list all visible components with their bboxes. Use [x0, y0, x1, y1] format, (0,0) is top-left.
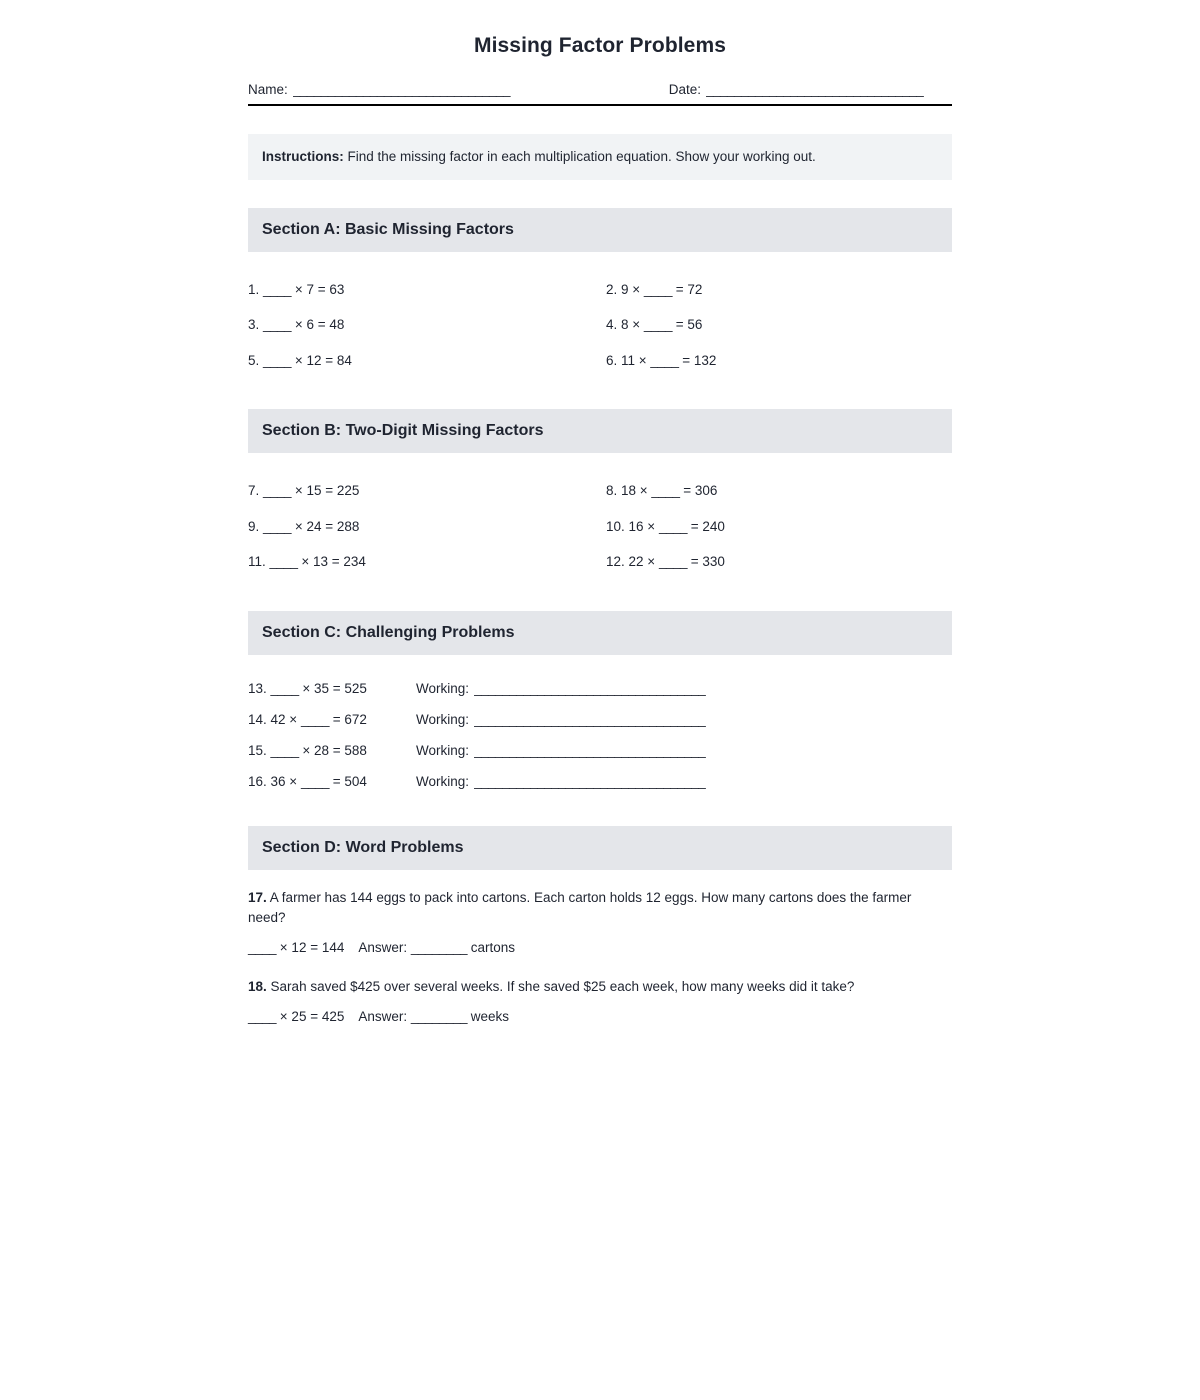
problem-number: 11. — [248, 554, 266, 570]
answer-unit: cartons — [470, 940, 516, 956]
problem-number: 5. — [248, 352, 260, 368]
instructions-label: Instructions: — [262, 149, 344, 164]
problem-number: 1. — [248, 281, 260, 297]
problem-number: 12. — [606, 554, 625, 570]
problem-equation[interactable] — [248, 681, 416, 696]
problem-equation[interactable] — [248, 743, 416, 758]
worksheet-content — [248, 0, 952, 1046]
problem-post: × 15 = 225 — [291, 483, 360, 499]
problem-pre: 18 × — [617, 483, 652, 499]
problem-pre: 11 × — [617, 352, 651, 368]
section-d-heading: Section D: Word Problems — [248, 826, 952, 870]
page-title: Missing Factor Problems — [473, 34, 727, 57]
working-label: Working: — [416, 711, 470, 727]
answer-blank[interactable]: ____ — [263, 518, 292, 534]
problem-equation: × 12 = 144 — [276, 940, 345, 956]
problem-post: = 504 — [328, 773, 367, 789]
problem-equation[interactable] — [248, 774, 416, 789]
problem-post: = 330 — [686, 554, 725, 570]
word-problem-item — [248, 977, 952, 1024]
problem-post: = 56 — [671, 317, 703, 333]
answer-label: Answer: — [358, 940, 408, 956]
problem-item[interactable] — [248, 343, 606, 379]
answer-blank[interactable]: ____ — [263, 281, 292, 297]
problem-item[interactable] — [248, 509, 606, 545]
answer-blank[interactable]: ____ — [263, 483, 292, 499]
problem-item[interactable] — [248, 473, 606, 509]
problem-post: × 35 = 525 — [298, 680, 367, 696]
problem-post: × 7 = 63 — [291, 281, 345, 297]
working-label: Working: — [416, 680, 470, 696]
problem-item[interactable] — [606, 343, 952, 379]
working-label: Working: — [416, 773, 470, 789]
name-field[interactable] — [248, 82, 541, 97]
problem-number: 2. — [606, 281, 618, 297]
problem-pre: 8 × — [617, 317, 644, 333]
answer-blank[interactable]: ____ — [658, 554, 687, 570]
problem-item[interactable] — [248, 704, 952, 735]
problem-item[interactable] — [606, 272, 952, 308]
problem-post: × 12 = 84 — [291, 352, 352, 368]
word-problem-body: A farmer has 144 eggs to pack into cartons. Each carton holds 12 eggs. How many cartons does the farmer need? — [248, 889, 912, 925]
problem-item[interactable] — [606, 473, 952, 509]
working-rule[interactable]: _________________________________ — [474, 742, 706, 758]
instructions-box — [248, 134, 952, 180]
problem-pre: 16 × — [624, 518, 659, 534]
answer-input-blank[interactable]: ________ — [410, 1009, 467, 1025]
answer-blank[interactable]: ____ — [651, 483, 680, 499]
instructions-text: Find the missing factor in each multiplication equation. Show your working out. — [347, 149, 816, 164]
word-problem-body: Sarah saved $425 over several weeks. If she saved $25 each week, how many weeks did it take? — [270, 979, 855, 995]
working-label: Working: — [416, 742, 470, 758]
answer-unit: weeks — [470, 1009, 510, 1025]
problem-item[interactable] — [248, 307, 606, 343]
problem-post: = 240 — [686, 518, 725, 534]
section-a-heading: Section A: Basic Missing Factors — [248, 208, 952, 252]
problem-number: 3. — [248, 317, 260, 333]
answer-blank[interactable]: ____ — [643, 317, 672, 333]
problem-number: 16. — [248, 773, 267, 789]
section-b-problems — [248, 473, 952, 582]
problem-post: × 13 = 234 — [297, 554, 366, 570]
problem-item[interactable] — [248, 544, 606, 580]
problem-number: 13. — [248, 680, 267, 696]
problem-pre: 36 × — [266, 773, 301, 789]
answer-blank[interactable]: ____ — [300, 711, 329, 727]
problem-post: = 672 — [328, 711, 367, 727]
problem-number: 4. — [606, 317, 618, 333]
section-a-problems — [248, 272, 952, 381]
date-input-rule[interactable]: _______________________________ — [706, 82, 924, 97]
answer-blank[interactable]: ____ — [263, 352, 292, 368]
problem-post: × 6 = 48 — [291, 317, 345, 333]
problem-number: 18. — [248, 979, 267, 995]
section-c-heading: Section C: Challenging Problems — [248, 611, 952, 655]
working-rule[interactable]: _________________________________ — [474, 711, 706, 727]
problem-post: × 28 = 588 — [298, 742, 367, 758]
word-problem-item — [248, 888, 952, 956]
date-label: Date: — [668, 82, 701, 97]
header-divider — [248, 104, 952, 106]
problem-number: 15. — [248, 742, 267, 758]
problem-post: = 72 — [671, 281, 703, 297]
problem-number: 6. — [606, 352, 618, 368]
answer-blank[interactable]: ____ — [263, 317, 292, 333]
problem-item[interactable] — [606, 307, 952, 343]
problem-pre: 42 × — [266, 711, 301, 727]
problem-equation[interactable] — [248, 712, 416, 727]
section-b-heading: Section B: Two-Digit Missing Factors — [248, 409, 952, 453]
date-field[interactable] — [669, 82, 952, 97]
problem-pre: 9 × — [617, 281, 644, 297]
problem-item[interactable] — [248, 673, 952, 704]
answer-label: Answer: — [358, 1009, 408, 1025]
answer-input-blank[interactable]: ________ — [410, 940, 467, 956]
answer-blank[interactable]: ____ — [248, 1009, 277, 1025]
problem-number: 8. — [606, 483, 618, 499]
answer-blank[interactable]: ____ — [248, 940, 277, 956]
name-date-row — [248, 82, 952, 97]
problem-number: 7. — [248, 483, 260, 499]
working-rule[interactable]: _________________________________ — [474, 680, 706, 696]
problem-post: = 132 — [678, 352, 717, 368]
answer-blank[interactable]: ____ — [269, 554, 298, 570]
name-label: Name: — [248, 82, 288, 97]
answer-blank[interactable]: ____ — [643, 281, 672, 297]
problem-post: × 24 = 288 — [291, 518, 360, 534]
answer-blank[interactable]: ____ — [650, 352, 679, 368]
answer-blank[interactable]: ____ — [270, 680, 299, 696]
section-c-problems — [248, 673, 952, 797]
word-problem-text — [248, 977, 952, 997]
problem-number: 17. — [248, 889, 267, 905]
problem-item[interactable] — [248, 272, 606, 308]
name-input-rule[interactable]: _______________________________ — [292, 82, 511, 97]
word-problem-text — [248, 888, 952, 929]
problem-item[interactable] — [248, 735, 952, 766]
problem-pre: 22 × — [624, 554, 659, 570]
problem-item[interactable] — [248, 766, 952, 797]
answer-blank[interactable]: ____ — [270, 742, 299, 758]
problem-equation: × 25 = 425 — [276, 1009, 345, 1025]
working-rule[interactable]: _________________________________ — [474, 773, 706, 789]
answer-blank[interactable]: ____ — [300, 773, 329, 789]
word-problem-answer-row[interactable] — [248, 940, 952, 955]
word-problem-answer-row[interactable] — [248, 1009, 952, 1024]
problem-number: 14. — [248, 711, 267, 727]
problem-number: 10. — [606, 518, 625, 534]
problem-number: 9. — [248, 518, 260, 534]
answer-blank[interactable]: ____ — [658, 518, 687, 534]
section-d-problems — [248, 888, 952, 1025]
problem-item[interactable] — [606, 544, 952, 580]
problem-item[interactable] — [606, 509, 952, 545]
problem-post: = 306 — [679, 483, 718, 499]
